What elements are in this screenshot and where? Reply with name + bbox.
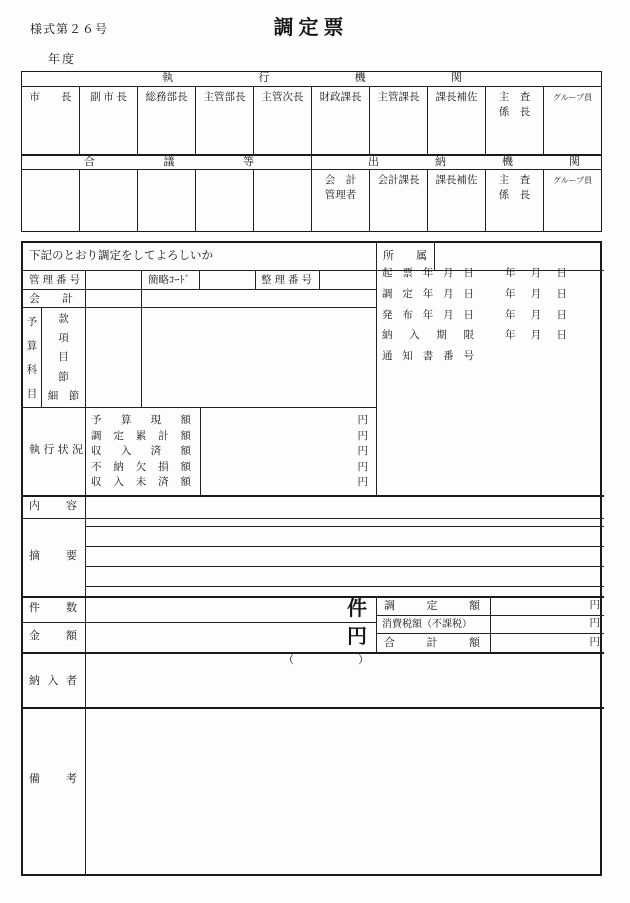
execution-row-labels: 予算現額 調定累計額 収入済額 不納欠損額 収入未済額 [91, 415, 191, 488]
stamp-cell-general-affairs-director: 総務部長 [137, 87, 195, 155]
stamp-cell-group-member: グループ員 [543, 87, 601, 155]
main-form-body [21, 241, 602, 876]
execution-unit-yen: 円 [357, 446, 368, 457]
management-number-label: 管理番号 [29, 275, 80, 286]
date-row-assessed: 調定年月日 年月日 [382, 288, 567, 300]
budget-code-cell [85, 307, 141, 407]
stamp-cell-accounting-section-chief: 会計課長 [369, 170, 427, 231]
council-stamp-cell-1 [22, 170, 79, 231]
count-unit-large: 件 [347, 598, 367, 620]
executive-stamp-columns [22, 87, 601, 155]
date-row-payment-deadline: 納入期限 年月日 [382, 330, 567, 342]
amount-unit-large: 円 [347, 626, 367, 648]
remarks-value-cell [85, 707, 604, 874]
budget-level-saisetsu: 細 節 [47, 390, 80, 402]
dates-block [382, 265, 567, 363]
total-amount-unit: 円 [589, 637, 600, 648]
council-stamp-columns [22, 170, 601, 231]
summary-value-area [85, 518, 604, 596]
execution-unit-yen: 円 [357, 415, 368, 426]
approval-question: 下記のとおり調定をしてよろしいか [29, 250, 213, 262]
execution-amount-cells [200, 412, 372, 489]
stamp-cell-chief-examiner-2: 主 査 係 長 [485, 170, 543, 231]
executive-header-label: 執行機関 [162, 72, 462, 84]
date-row-notice-number: 通知書番号 [382, 351, 474, 362]
affiliation-label: 所属 [383, 250, 427, 262]
budget-name-cell [141, 307, 376, 407]
remarks-label: 備考 [29, 773, 77, 785]
form-number: 様式第２６号 [30, 22, 109, 36]
stamp-cell-supervising-section-chief: 主管課長 [369, 87, 427, 155]
budget-section-side-label: 予 算 科 目 [26, 316, 38, 400]
short-code-label: 簡略ｺｰﾄﾞ [148, 275, 190, 286]
payer-parentheses: （） [283, 654, 369, 666]
reference-number-box [319, 270, 376, 289]
reference-number-label: 整理番号 [261, 275, 312, 286]
council-header-label: 合議等 [84, 156, 254, 168]
content-label: 内容 [29, 500, 77, 512]
council-header-cell [22, 156, 311, 169]
stamp-cell-chief-examiner: 主 査 係 長 [485, 87, 543, 155]
budget-level-kan: 款 [58, 314, 69, 326]
short-code-box [199, 270, 255, 289]
treasury-header-cell [311, 156, 601, 169]
management-number-box [85, 270, 141, 289]
executive-table-header [22, 72, 601, 87]
fiscal-year-label: 年度 [48, 52, 77, 66]
date-row-drafted: 起票年月日 年月日 [382, 268, 567, 279]
stamp-cell-supervising-deputy-director: 主管次長 [253, 87, 311, 155]
council-stamp-cell-5 [253, 170, 311, 231]
payer-label: 納入者 [29, 675, 77, 687]
stamp-cell-assistant-section-chief-2: 課長補佐 [427, 170, 485, 231]
date-row-issued: 発布年月日 年月日 [382, 309, 567, 321]
stamp-cell-accounting-manager: 会 計 管理者 [311, 170, 369, 231]
amount-label: 金額 [29, 630, 77, 642]
execution-unit-yen: 円 [357, 461, 368, 473]
budget-level-moku: 目 [58, 352, 69, 364]
stamp-cell-deputy-mayor: 副 市 長 [79, 87, 137, 155]
stamp-cell-supervising-director: 主管部長 [195, 87, 253, 155]
account-value-cell [141, 289, 376, 307]
budget-level-labels [42, 309, 85, 405]
council-stamp-cell-3 [137, 170, 195, 231]
execution-unit-yen: 円 [357, 477, 368, 488]
account-label: 会計 [29, 293, 73, 305]
council-treasury-table [21, 155, 602, 232]
consumption-tax-unit: 円 [589, 618, 600, 629]
assessed-amount-label: 調定額 [384, 600, 480, 612]
council-stamp-cell-4 [195, 170, 253, 231]
budget-level-setsu: 節 [58, 371, 69, 383]
execution-unit-yen: 円 [357, 430, 368, 442]
page-title: 調定票 [273, 17, 349, 39]
council-table-header [22, 156, 601, 170]
total-amount-label: 合計額 [384, 637, 480, 649]
execution-status-label: 執行状況 [29, 444, 83, 456]
stamp-cell-finance-section-chief: 財政課長 [311, 87, 369, 155]
summary-label: 摘要 [29, 550, 77, 562]
council-stamp-cell-2 [79, 170, 137, 231]
stamp-cell-group-member-2: グループ員 [543, 170, 601, 231]
executive-approval-table [21, 71, 602, 155]
count-label: 件数 [29, 602, 77, 614]
payer-value-cell [85, 652, 604, 707]
stamp-cell-assistant-section-chief: 課長補佐 [427, 87, 485, 155]
budget-level-ko: 項 [58, 333, 69, 345]
assessed-amount-unit: 円 [589, 600, 600, 611]
stamp-cell-mayor: 市 長 [29, 92, 72, 103]
content-value-cell [85, 495, 604, 518]
consumption-tax-label: 消費税額（不課税） [382, 619, 472, 630]
treasury-header-label: 出納機関 [368, 156, 580, 168]
